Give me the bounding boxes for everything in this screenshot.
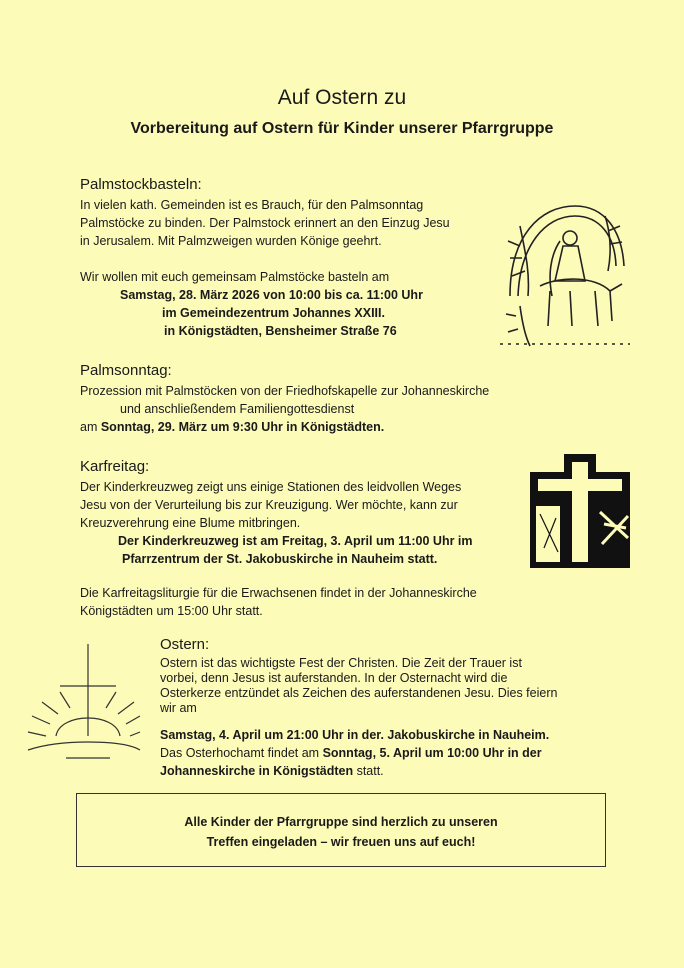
- ostern-church: Johanneskirche in Königstädten: [160, 764, 354, 778]
- page-title: Auf Ostern zu: [277, 86, 407, 109]
- invitation-line-1: Alle Kinder der Pfarrgruppe sind herzlich zu unseren: [184, 815, 498, 829]
- karfreitag-heading: Karfreitag:: [80, 458, 150, 475]
- palmsonntag-date: Sonntag, 29. März um 9:30 Uhr in Königstädten.: [100, 420, 385, 434]
- ostern-bold-1: Samstag, 4. April um 21:00 Uhr in der. Jakobuskirche in Nauheim.: [160, 728, 550, 742]
- sunrise-illustration: [26, 640, 142, 770]
- ostern-text-3: Osterkerze entzündet als Zeichen des auferstandenen Jesu. Dies feiern: [160, 686, 558, 700]
- section-ostern: [160, 636, 557, 780]
- palmsonntag-text-2: und anschließendem Familiengottesdienst: [120, 402, 355, 416]
- palmstock-address: in Königstädten, Bensheimer Straße 76: [164, 324, 397, 338]
- invitation-line-2: Treffen eingeladen – wir freuen uns auf euch!: [206, 835, 476, 849]
- karfreitag-bold-2: Pfarrzentrum der St. Jakobuskirche in Nauheim statt.: [122, 552, 438, 566]
- karfreitag-text-1: Der Kinderkreuzweg zeigt uns einige Stationen des leidvollen Weges: [80, 480, 462, 494]
- ostern-text-5: [160, 744, 557, 762]
- ostern-text-2: vorbei, denn Jesus ist auferstanden. In der Osternacht wird die: [160, 671, 508, 685]
- section-karfreitag: [80, 458, 477, 620]
- palmstock-heading: Palmstockbasteln:: [80, 176, 202, 193]
- karfreitag-liturgy-2: Königstädten um 15:00 Uhr statt.: [80, 604, 263, 618]
- ostern-text-5-pre: Das Osterhochamt findet am: [160, 746, 323, 760]
- section-palmsonntag: [80, 362, 489, 436]
- ostern-text-6: [160, 762, 557, 780]
- karfreitag-bold-1: Der Kinderkreuzweg ist am Freitag, 3. April um 11:00 Uhr im: [118, 534, 473, 548]
- palmstock-text-1: In vielen kath. Gemeinden ist es Brauch, für den Palmsonntag: [80, 198, 424, 212]
- palmstock-intro: Wir wollen mit euch gemeinsam Palmstöcke basteln am: [80, 270, 390, 284]
- palmsonntag-heading: Palmsonntag:: [80, 362, 172, 379]
- palm-sunday-illustration: [500, 196, 630, 351]
- palmsonntag-text-1: Prozession mit Palmstöcken von der Friedhofskapelle zur Johanneskirche: [80, 384, 490, 398]
- section-palmstockbasteln: [80, 176, 450, 340]
- palmstock-place: im Gemeindezentrum Johannes XXIII.: [162, 306, 385, 320]
- page-subtitle: Vorbereitung auf Ostern für Kinder unserer Pfarrgruppe: [130, 120, 554, 137]
- palmstock-date: Samstag, 28. März 2026 von 10:00 bis ca. 11:00 Uhr: [120, 288, 423, 302]
- ostern-date: Sonntag, 5. April um 10:00 Uhr in der: [322, 746, 542, 760]
- ostern-heading: Ostern:: [160, 636, 210, 653]
- palmsonntag-text-3: [80, 418, 489, 436]
- palmsonntag-text-3-pre: am: [80, 420, 101, 434]
- karfreitag-text-2: Jesu von der Verurteilung bis zur Kreuzigung. Wer möchte, kann zur: [80, 498, 458, 512]
- ostern-text-4: wir am: [160, 701, 197, 715]
- palmstock-text-3: in Jerusalem. Mit Palmzweigen wurden Könige geehrt.: [80, 234, 382, 248]
- cross-illustration: [524, 452, 636, 570]
- invitation-box: [76, 793, 606, 867]
- karfreitag-text-3: Kreuzverehrung eine Blume mitbringen.: [80, 516, 301, 530]
- karfreitag-liturgy-1: Die Karfreitagsliturgie für die Erwachsenen findet in der Johanneskirche: [80, 586, 477, 600]
- ostern-text-1: Ostern ist das wichtigste Fest der Christen. Die Zeit der Trauer ist: [160, 656, 522, 670]
- palmstock-text-2: Palmstöcke zu binden. Der Palmstock erinnert an den Einzug Jesu: [80, 216, 450, 230]
- ostern-text-6-post: statt.: [353, 764, 384, 778]
